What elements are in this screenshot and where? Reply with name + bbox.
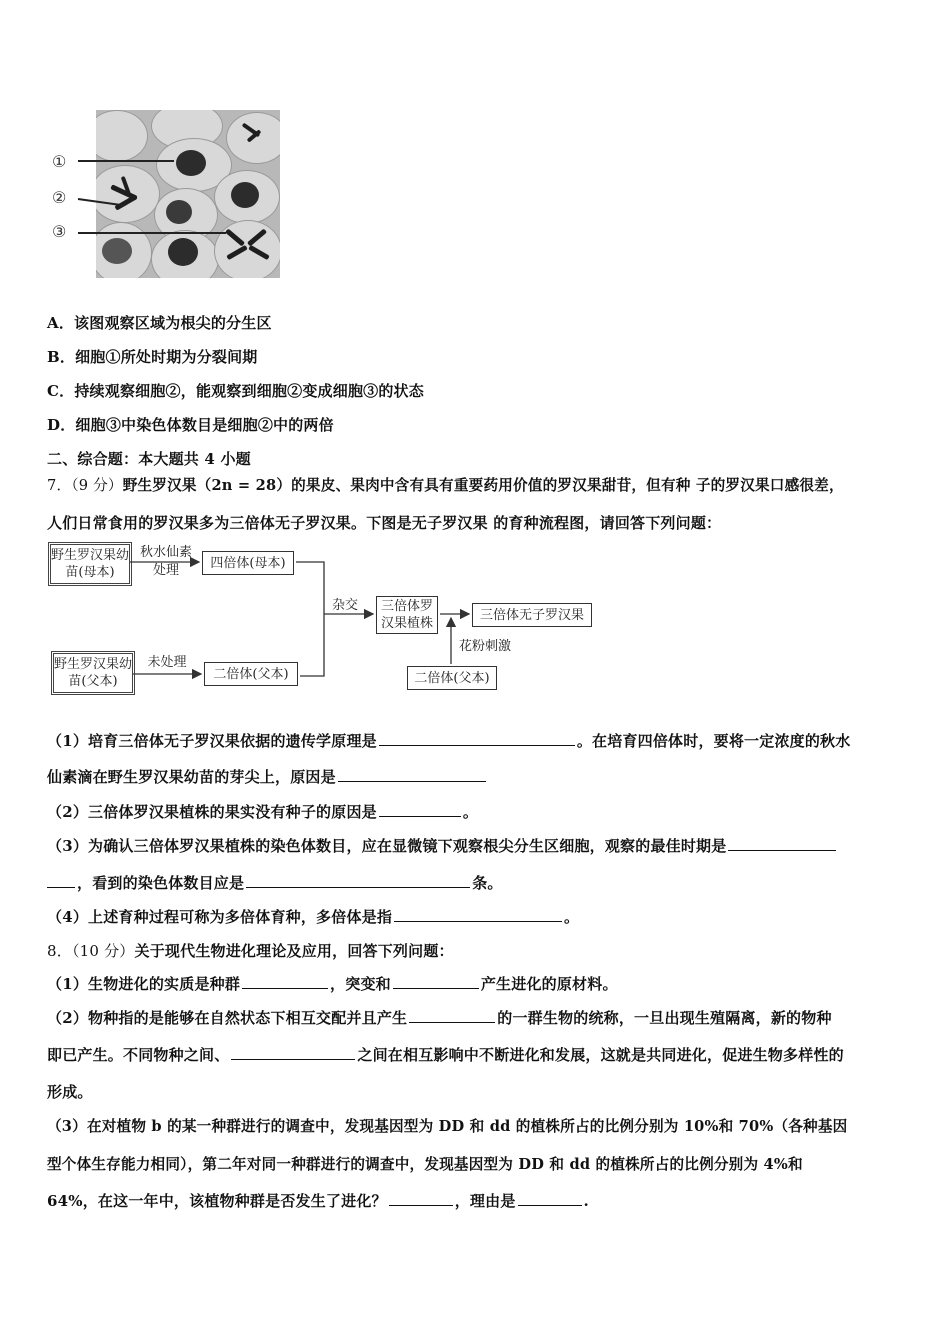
- q7-intro-line1: 7．（9 分）野生罗汉果（2n = 28）的果皮、果肉中含有具有重要药用价值的罗汉果甜苷，但有种 子的罗汉果口感很差，: [47, 477, 844, 494]
- q7-sub3-line2: ，看到的染色体数目应是 条。: [47, 872, 503, 893]
- q8-sub2-line2: 即已产生。不同物种之间、 之间在相互影响中不断进化和发展，这就是共同进化，促进生物多样性的: [47, 1046, 844, 1064]
- label-colchicine: 秋水仙素处理: [139, 545, 192, 578]
- q7-sub3-blank2[interactable]: [246, 873, 470, 888]
- box-seedless: 三倍体无子罗汉果: [472, 603, 592, 627]
- q8-sub2-blank2[interactable]: [231, 1045, 355, 1060]
- section-title: 二、综合题：本大题共 4 小题: [47, 450, 251, 468]
- q8-intro: 8．（10 分）关于现代生物进化理论及应用，回答下列问题：: [47, 942, 454, 960]
- q8-sub3-blank1[interactable]: [389, 1191, 453, 1206]
- label-pollen: 花粉刺激: [458, 639, 511, 654]
- q8-sub1-blank2[interactable]: [393, 974, 479, 989]
- q7-sub3-blank1[interactable]: [728, 836, 836, 851]
- marker-1: ①: [52, 152, 67, 171]
- option-b[interactable]: B．细胞①所处时期为分裂间期: [47, 348, 258, 366]
- q8-score: （10 分）: [71, 942, 135, 960]
- box-triploid-plant: 三倍体罗汉果植株: [376, 596, 438, 634]
- q7-sub3-blank1-cont[interactable]: [47, 873, 75, 888]
- q7-intro-line2: 人们日常食用的罗汉果多为三倍体无子罗汉果。下图是无子罗汉果 的育种流程图，请回答下列问题：: [47, 514, 722, 532]
- box-tetraploid: 四倍体(母本): [202, 551, 294, 575]
- q7-sub1-line1: （1）培育三倍体无子罗汉果依据的遗传学原理是 。在培育四倍体时，要将一定浓度的秋水: [47, 732, 851, 750]
- option-a[interactable]: A．该图观察区域为根尖的分生区: [47, 314, 272, 332]
- marker-3: ③: [52, 222, 67, 241]
- q8-sub3-line2: 型个体生存能力相同），第二年对同一种群进行的调查中，发现基因型为 DD 和 dd 的植株所占的比例分别为 4%和: [47, 1156, 803, 1173]
- q7-sub2-blank[interactable]: [379, 802, 461, 817]
- q8-sub3-blank2[interactable]: [518, 1191, 582, 1206]
- option-d[interactable]: D．细胞③中染色体数目是细胞②中的两倍: [47, 416, 334, 434]
- q7-score: （9 分）: [71, 477, 123, 494]
- q8-sub1-blank1[interactable]: [242, 974, 328, 989]
- q8-sub3-line3: 64%，在这一年中，该植物种群是否发生了进化？ ，理由是 .: [47, 1192, 589, 1210]
- q7-sub1-line2: 仙素滴在野生罗汉果幼苗的芽尖上，原因是: [47, 766, 488, 787]
- box-wild-mother: 野生罗汉果幼苗(母本): [48, 542, 132, 586]
- q7-sub4-blank[interactable]: [394, 907, 562, 922]
- q7-number: 7．: [47, 477, 72, 494]
- q7-sub1-blank1[interactable]: [379, 731, 575, 746]
- q7-sub2: （2）三倍体罗汉果植株的果实没有种子的原因是 。: [47, 803, 479, 821]
- box-diploid-father-2: 二倍体(父本): [407, 666, 497, 690]
- q8-sub3-line1: （3）在对植物 b 的某一种群进行的调查中，发现基因型为 DD 和 dd 的植株所占的比例分别为 10%和 70%（各种基因: [47, 1118, 848, 1135]
- q8-number: 8．: [47, 942, 72, 960]
- box-wild-father: 野生罗汉果幼苗(父本): [51, 651, 135, 695]
- option-c[interactable]: C．持续观察细胞②，能观察到细胞②变成细胞③的状态: [47, 382, 424, 400]
- q7-sub3-line1: （3）为确认三倍体罗汉果植株的染色体数目，应在显微镜下观察根尖分生区细胞，观察的最佳时期是: [47, 835, 838, 856]
- label-untreated: 未处理: [147, 655, 187, 670]
- marker-2: ②: [52, 188, 67, 207]
- q8-sub2-line3: 形成。: [47, 1083, 93, 1101]
- box-diploid-father: 二倍体(父本): [204, 662, 298, 686]
- label-cross: 杂交: [331, 598, 358, 613]
- q7-sub1-blank2[interactable]: [338, 767, 486, 782]
- q8-sub2-blank1[interactable]: [409, 1008, 495, 1023]
- q8-sub1: （1）生物进化的实质是种群 ，突变和 产生进化的原材料。: [47, 975, 618, 993]
- q7-sub4: （4）上述育种过程可称为多倍体育种，多倍体是指 。: [47, 908, 580, 926]
- q8-sub2-line1: （2）物种指的是能够在自然状态下相互交配并且产生 的一群生物的统称，一旦出现生殖隔离，新的物种: [47, 1009, 832, 1027]
